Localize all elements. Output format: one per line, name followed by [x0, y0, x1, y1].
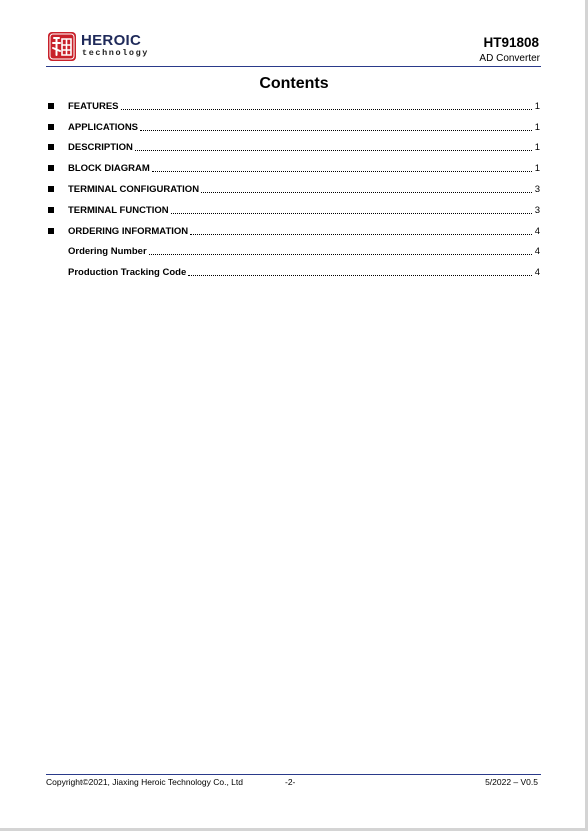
- table-of-contents: [46, 91, 540, 278]
- logo-seal-icon: [47, 31, 77, 62]
- toc-entry-label: Production Tracking Code: [68, 267, 187, 279]
- toc-entry-page: 3: [534, 183, 540, 195]
- square-bullet-icon: [48, 228, 54, 234]
- square-bullet-icon: [48, 144, 54, 150]
- toc-entry-page: 1: [534, 142, 540, 154]
- logo-name: HEROIC: [81, 32, 142, 49]
- dot-leader: [135, 150, 532, 151]
- footer-divider: [46, 774, 541, 775]
- square-bullet-icon: [48, 124, 54, 130]
- toc-entry-description[interactable]: [46, 133, 540, 154]
- dot-leader: [152, 171, 532, 172]
- dot-leader: [171, 213, 532, 214]
- toc-entry-label: APPLICATIONS: [68, 121, 139, 133]
- logo-tagline: technology: [82, 48, 150, 58]
- toc-entry-label: ORDERING INFORMATION: [68, 225, 189, 237]
- document-code: HT91808: [483, 35, 539, 50]
- toc-entry-production-tracking-code[interactable]: [46, 257, 540, 278]
- company-logo: [47, 31, 157, 65]
- toc-entry-label: BLOCK DIAGRAM: [68, 163, 150, 175]
- toc-entry-label: TERMINAL CONFIGURATION: [68, 183, 200, 195]
- square-bullet-icon: [48, 165, 54, 171]
- dot-leader: [140, 130, 532, 131]
- square-bullet-icon: [48, 186, 54, 192]
- toc-entry-features[interactable]: [46, 91, 540, 112]
- dot-leader: [149, 254, 532, 255]
- toc-entry-label: TERMINAL FUNCTION: [68, 204, 169, 216]
- toc-entry-page: 3: [534, 204, 540, 216]
- toc-entry-page: 4: [534, 267, 540, 279]
- dot-leader: [201, 192, 532, 193]
- header-divider: [46, 66, 541, 67]
- toc-entry-page: 1: [534, 100, 540, 112]
- toc-entry-terminal-configuration[interactable]: [46, 174, 540, 195]
- footer-version: 5/2022 – V0.5: [485, 777, 538, 787]
- dot-leader: [188, 275, 532, 276]
- toc-entry-ordering-number[interactable]: [46, 237, 540, 258]
- toc-entry-applications[interactable]: [46, 112, 540, 133]
- page-title: Contents: [259, 75, 329, 92]
- toc-entry-page: 1: [534, 163, 540, 175]
- square-bullet-icon: [48, 103, 54, 109]
- toc-entry-block-diagram[interactable]: [46, 153, 540, 174]
- toc-entry-label: DESCRIPTION: [68, 142, 133, 154]
- toc-entry-ordering-information[interactable]: [46, 216, 540, 237]
- document-subtitle: AD Converter: [479, 53, 540, 64]
- toc-entry-label: FEATURES: [68, 100, 119, 112]
- toc-entry-page: 4: [534, 246, 540, 258]
- toc-entry-label: Ordering Number: [68, 246, 147, 258]
- toc-entry-terminal-function[interactable]: [46, 195, 540, 216]
- dot-leader: [190, 234, 532, 235]
- toc-entry-page: 1: [534, 121, 540, 133]
- footer-copyright: Copyright©2021, Jiaxing Heroic Technology Co., Ltd: [46, 777, 243, 787]
- dot-leader: [121, 109, 533, 110]
- footer-page-number: -2-: [285, 777, 296, 787]
- toc-entry-page: 4: [534, 225, 540, 237]
- square-bullet-icon: [48, 207, 54, 213]
